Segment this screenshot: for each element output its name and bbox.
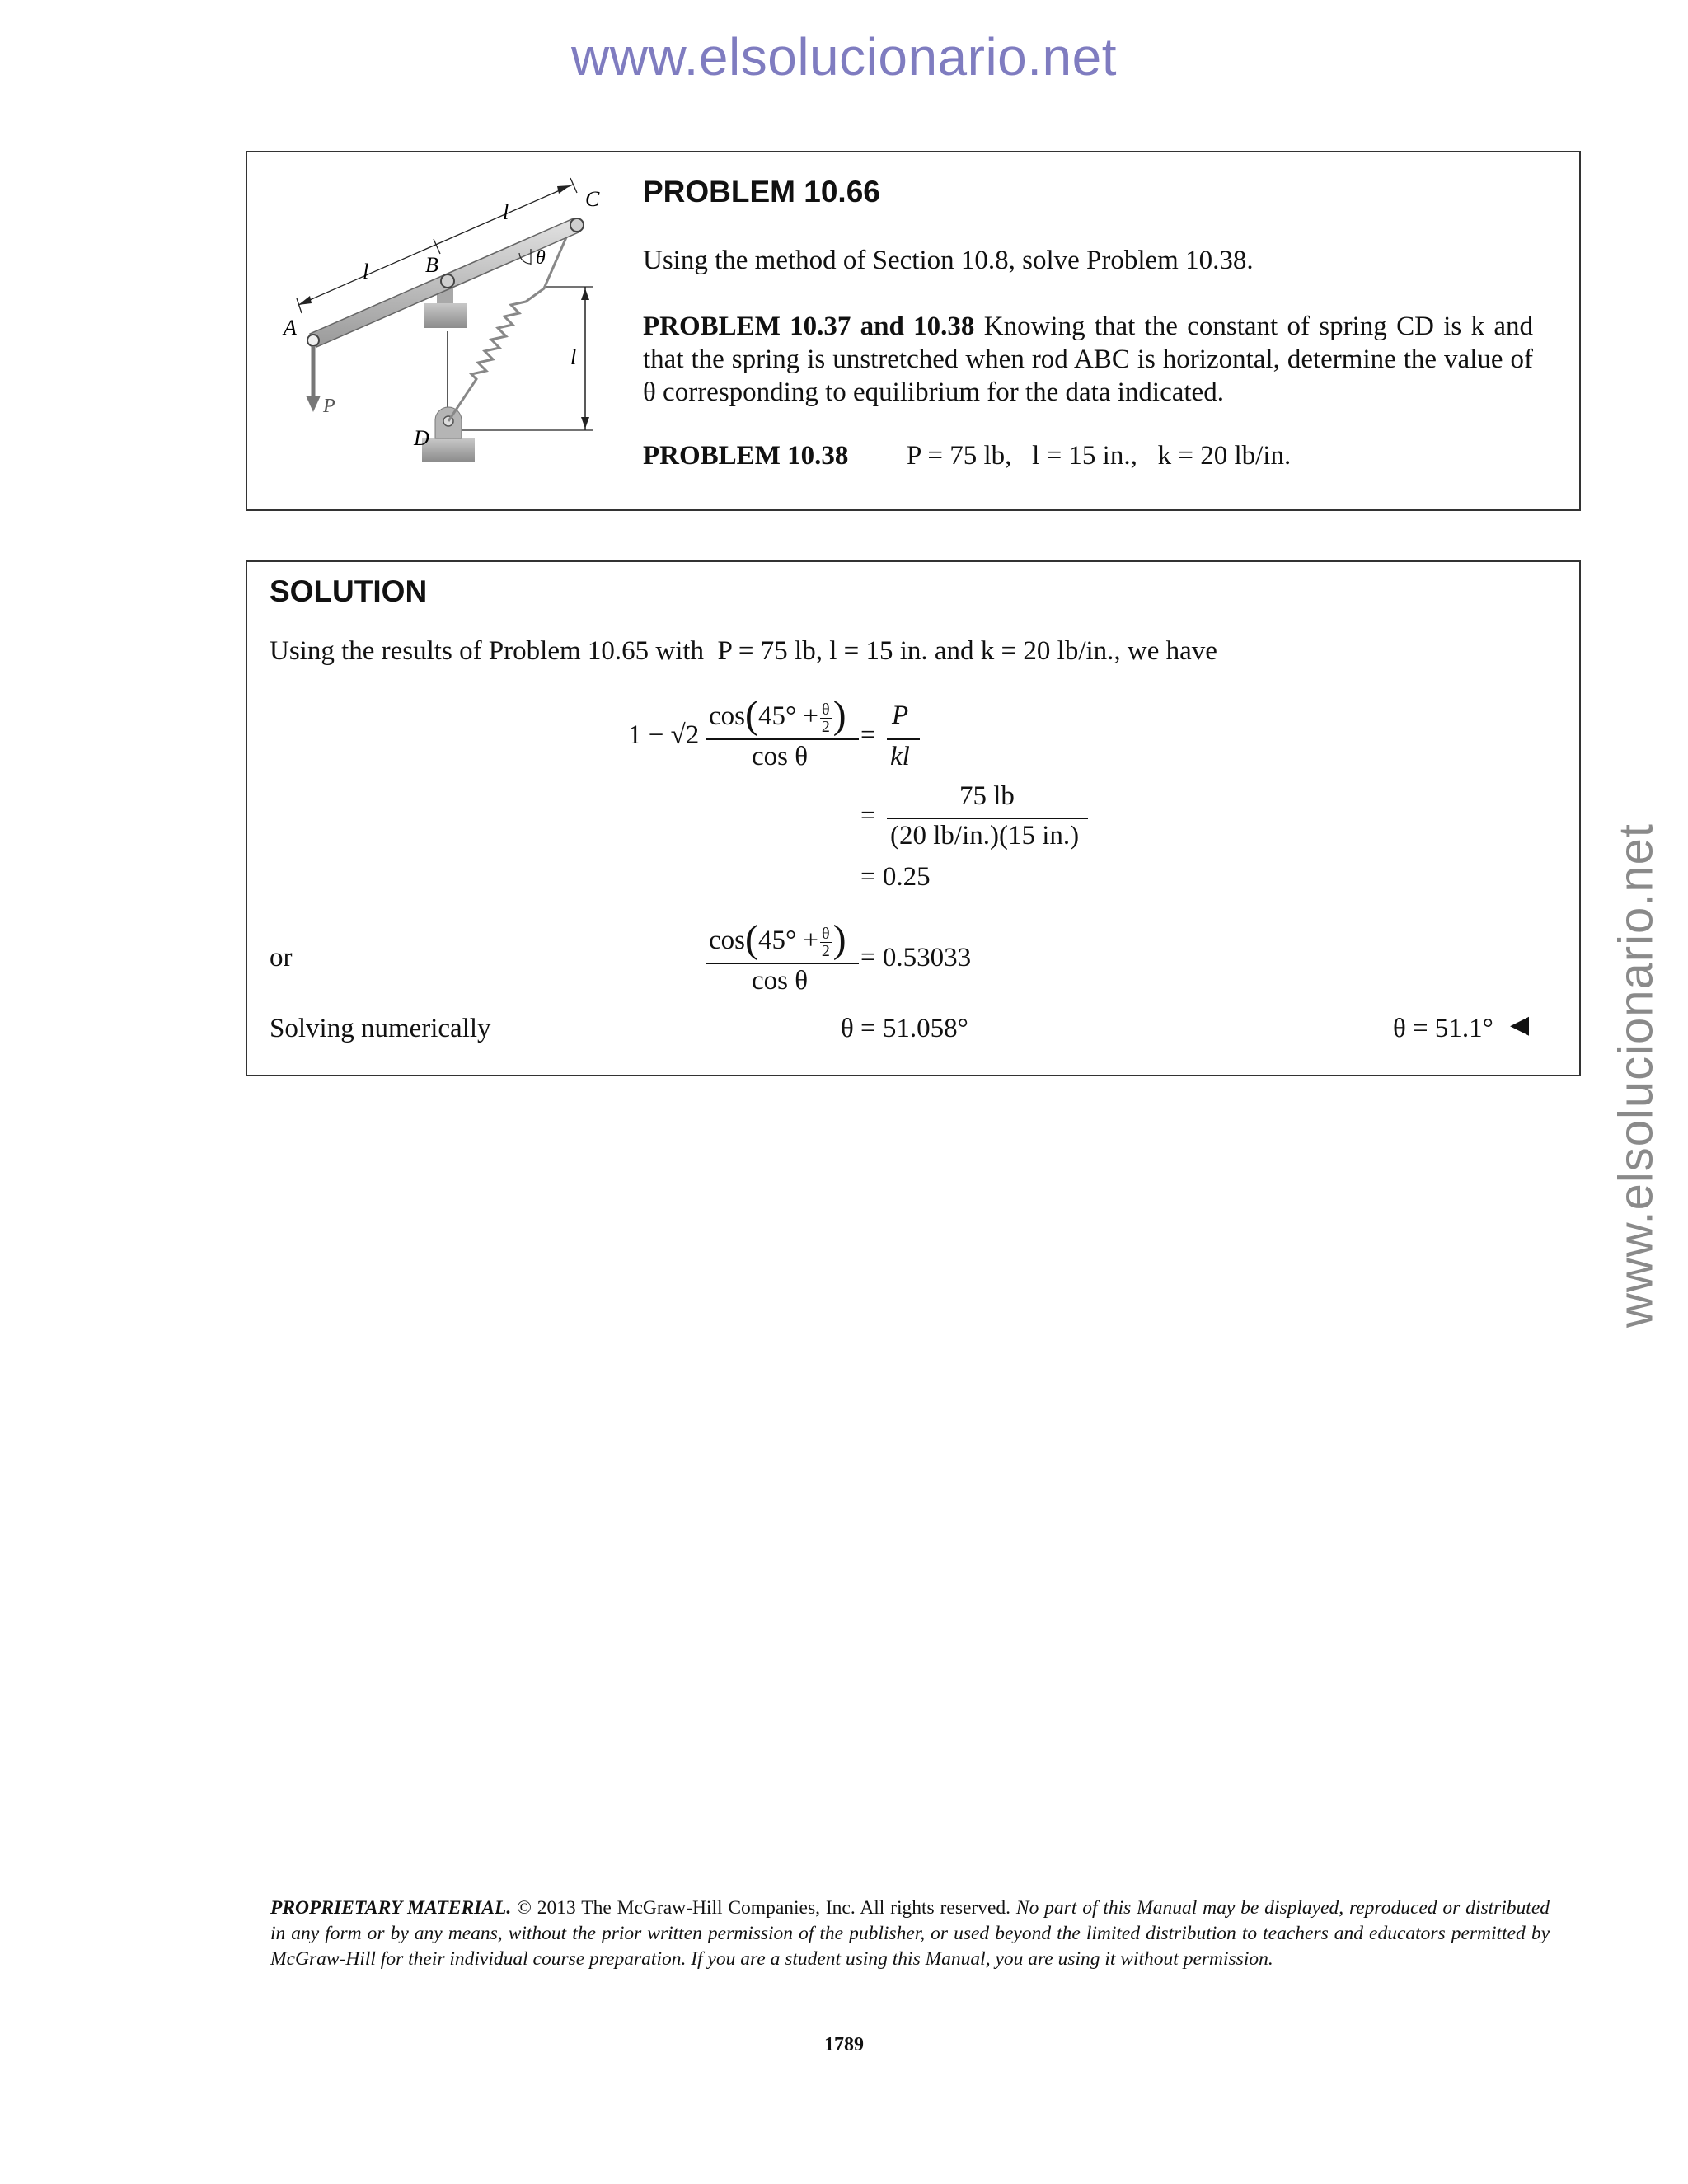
solution-intro: Using the results of Problem 10.65 with P = 75 lb, l = 15 in. and k = 20 lb/in., we have: [270, 636, 1217, 666]
label-d: D: [414, 426, 429, 450]
eq1-left-fraction-line: [706, 738, 859, 740]
eq1-right-numerator: P: [892, 701, 909, 730]
eq4-fraction-line: [706, 963, 859, 964]
eq2-denominator: (20 lb/in.)(15 in.): [890, 821, 1080, 851]
theta-precise: θ = 51.058°: [841, 1014, 968, 1043]
label-l-right: l: [503, 200, 509, 224]
label-a: A: [284, 316, 297, 340]
support-d-base: [422, 438, 475, 462]
footer-label: PROPRIETARY MATERIAL.: [270, 1897, 512, 1919]
watermark-side: www.elsolucionario.net: [1609, 823, 1663, 1328]
eq4-numerator: cos(45° + $\frac{\theta}{2}$ ): [709, 917, 846, 961]
eq1-half-theta: [820, 701, 832, 735]
eq2-equals: =: [860, 801, 876, 831]
eq4-denominator: cos θ: [752, 966, 809, 996]
eq1-equals: =: [860, 720, 876, 750]
problem-statement: [643, 310, 1533, 409]
solving-label: Solving numerically: [270, 1014, 491, 1043]
eq1-right-fraction-line: [887, 738, 920, 740]
support-b-base: [424, 303, 467, 328]
problem-statement-head: PROBLEM 10.37 and 10.38: [643, 312, 975, 341]
problem-instruction: Using the method of Section 10.8, solve Problem 10.38.: [643, 246, 1254, 275]
eq1-cos: cos: [709, 701, 745, 731]
eq4-half-theta-num: θ: [822, 924, 830, 943]
eq1-left-denominator: cos θ: [752, 742, 809, 771]
eq1-half-theta-den: 2: [821, 717, 830, 736]
eq3-value: = 0.25: [860, 862, 931, 892]
eq1-numerator: cos(45° + $\frac{\theta}{2}$ ): [709, 693, 846, 737]
eq4-cos: cos: [709, 926, 745, 955]
label-c: C: [585, 187, 600, 211]
final-answer: θ = 51.1°: [1393, 1014, 1493, 1043]
label-l-vertical: l: [570, 345, 577, 369]
watermark-top: www.elsolucionario.net: [571, 27, 1117, 87]
label-p: P: [323, 396, 335, 417]
eq4-or: or: [270, 943, 293, 972]
label-l-left: l: [363, 260, 369, 284]
eq4-value: = 0.53033: [860, 943, 972, 972]
eq4-half-theta-den: 2: [821, 941, 830, 960]
problem-data-values: P = 75 lb, l = 15 in., k = 20 lb/in.: [907, 441, 1292, 471]
eq2-fraction-line: [887, 818, 1088, 819]
solution-title: SOLUTION: [270, 574, 428, 608]
eq2-numerator: 75 lb: [959, 781, 1015, 811]
answer-marker-icon: ◀: [1510, 1010, 1530, 1039]
mechanism-figure: [280, 173, 610, 486]
eq4-half-theta: [820, 926, 832, 959]
problem-statement-body: Knowing that the constant of spring CD is k and that the spring is unstretched when rod ABC is horizontal, determine the value of θ corresponding to equilibrium for the data indicated.: [643, 312, 1533, 407]
page-number: 1789: [824, 2034, 864, 2055]
eq1-half-theta-num: θ: [822, 700, 830, 719]
eq4-angle: 45° +: [757, 926, 819, 955]
footer-notice: [270, 1896, 1550, 1972]
eq1-right-denominator: kl: [890, 742, 910, 771]
eq1-left-prefix: 1 − √2: [628, 720, 700, 750]
problem-title: PROBLEM 10.66: [643, 175, 880, 209]
label-b: B: [425, 253, 438, 277]
footer-copyright: © 2013 The McGraw-Hill Companies, Inc. All rights reserved.: [511, 1897, 1016, 1919]
footer-restrictions: No part of this Manual may be displayed, reproduced or distributed in any form or by any means, without the prior written permission of the publisher, or used beyond the limited distribution to teachers and educators permitted by McGraw-Hill for their individual course preparation. If you are a student using this Manual, you are using it without permission.: [270, 1897, 1550, 1970]
label-theta: θ: [536, 247, 546, 269]
eq1-angle: 45° +: [757, 701, 819, 731]
problem-data-head: PROBLEM 10.38: [643, 441, 849, 471]
